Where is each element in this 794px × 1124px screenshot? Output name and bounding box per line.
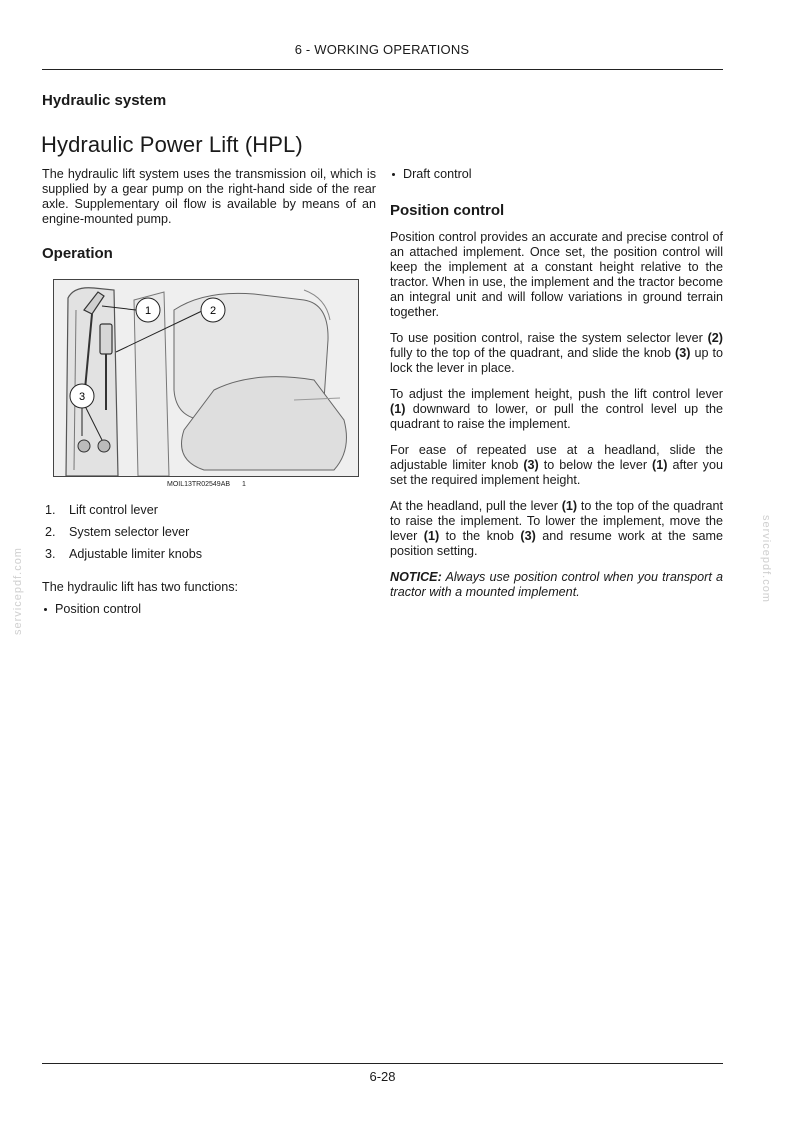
figure-legend [42, 503, 202, 569]
function-label: Draft control [403, 167, 472, 181]
chapter-title: 6 - WORKING OPERATIONS [294, 42, 470, 57]
function-label: Position control [55, 602, 142, 616]
legend-label: Adjustable limiter knobs [69, 547, 202, 561]
figure-caption [167, 481, 246, 488]
legend-number: 3. [45, 547, 56, 561]
figure-hydraulic-levers [53, 279, 359, 477]
legend-item [42, 525, 202, 547]
callout-3-label: 3 [78, 391, 86, 403]
legend-number: 2. [45, 525, 56, 539]
section-heading: Hydraulic system [42, 92, 167, 109]
watermark-left: servicepdf.com [12, 547, 24, 635]
notice-label: NOTICE: [390, 570, 442, 584]
callout-3 [70, 384, 94, 408]
lever-illustration [54, 280, 358, 476]
legend-label: System selector lever [69, 525, 190, 539]
position-paragraph-1: Position control provides an accurate and precise control of an attached implement. Once set, the position control will keep the implement at a constant height relative to the tractor. When in use, the implement and the tractor become an integral unit and will follow variations in ground terrain together. [390, 230, 723, 319]
position-paragraph-3: To adjust the implement height, push the lift control lever (1) downward to lower, or pull the control level up the quadrant to raise the implement. [390, 387, 723, 431]
functions-list-left [42, 602, 376, 620]
function-item [42, 602, 376, 620]
watermark-right: servicepdf.com [760, 515, 772, 603]
functions-block [42, 580, 376, 620]
function-item [390, 167, 723, 185]
callout-2 [201, 298, 225, 322]
bullet-icon [392, 173, 395, 176]
figure-number: 1 [242, 481, 246, 488]
operation-heading: Operation [42, 245, 113, 262]
left-column [42, 167, 376, 262]
legend-item [42, 503, 202, 525]
callout-1 [136, 298, 160, 322]
notice-text: Always use position control when you transport a tractor with a mounted implement. [390, 570, 723, 599]
right-column [390, 167, 723, 600]
legend-label: Lift control lever [69, 503, 158, 517]
legend-item [42, 547, 202, 569]
intro-paragraph: The hydraulic lift system uses the transmission oil, which is supplied by a gear pump on the right-hand side of the rear axle. Supplementary oil flow is available by means of an engine-mounted pump. [42, 167, 376, 226]
position-paragraph-2: To use position control, raise the system selector lever (2) fully to the top of the quadrant, and slide the knob (3) up to lock the lever in place. [390, 331, 723, 375]
header-rule [42, 69, 723, 70]
functions-list-right [390, 167, 723, 185]
page-title: Hydraulic Power Lift (HPL) [41, 132, 303, 157]
functions-intro: The hydraulic lift has two functions: [42, 580, 238, 594]
callout-1-label: 1 [144, 305, 152, 317]
legend-number: 1. [45, 503, 56, 517]
notice-paragraph [390, 570, 723, 600]
figure-code: MOIL13TR02549AB [167, 481, 231, 488]
position-paragraph-4: For ease of repeated use at a headland, slide the adjustable limiter knob (3) to below the lever (1) after you set the required implement height. [390, 443, 723, 487]
footer-rule [42, 1063, 723, 1064]
page-number: 6-28 [369, 1069, 396, 1084]
bullet-icon [44, 608, 47, 611]
callout-2-label: 2 [209, 305, 217, 317]
position-paragraph-5: At the headland, pull the lever (1) to the top of the quadrant to raise the implement. To lower the implement, move the lever (1) to the knob (3) and resume work at the same position setting. [390, 499, 723, 558]
position-control-heading: Position control [390, 202, 505, 219]
